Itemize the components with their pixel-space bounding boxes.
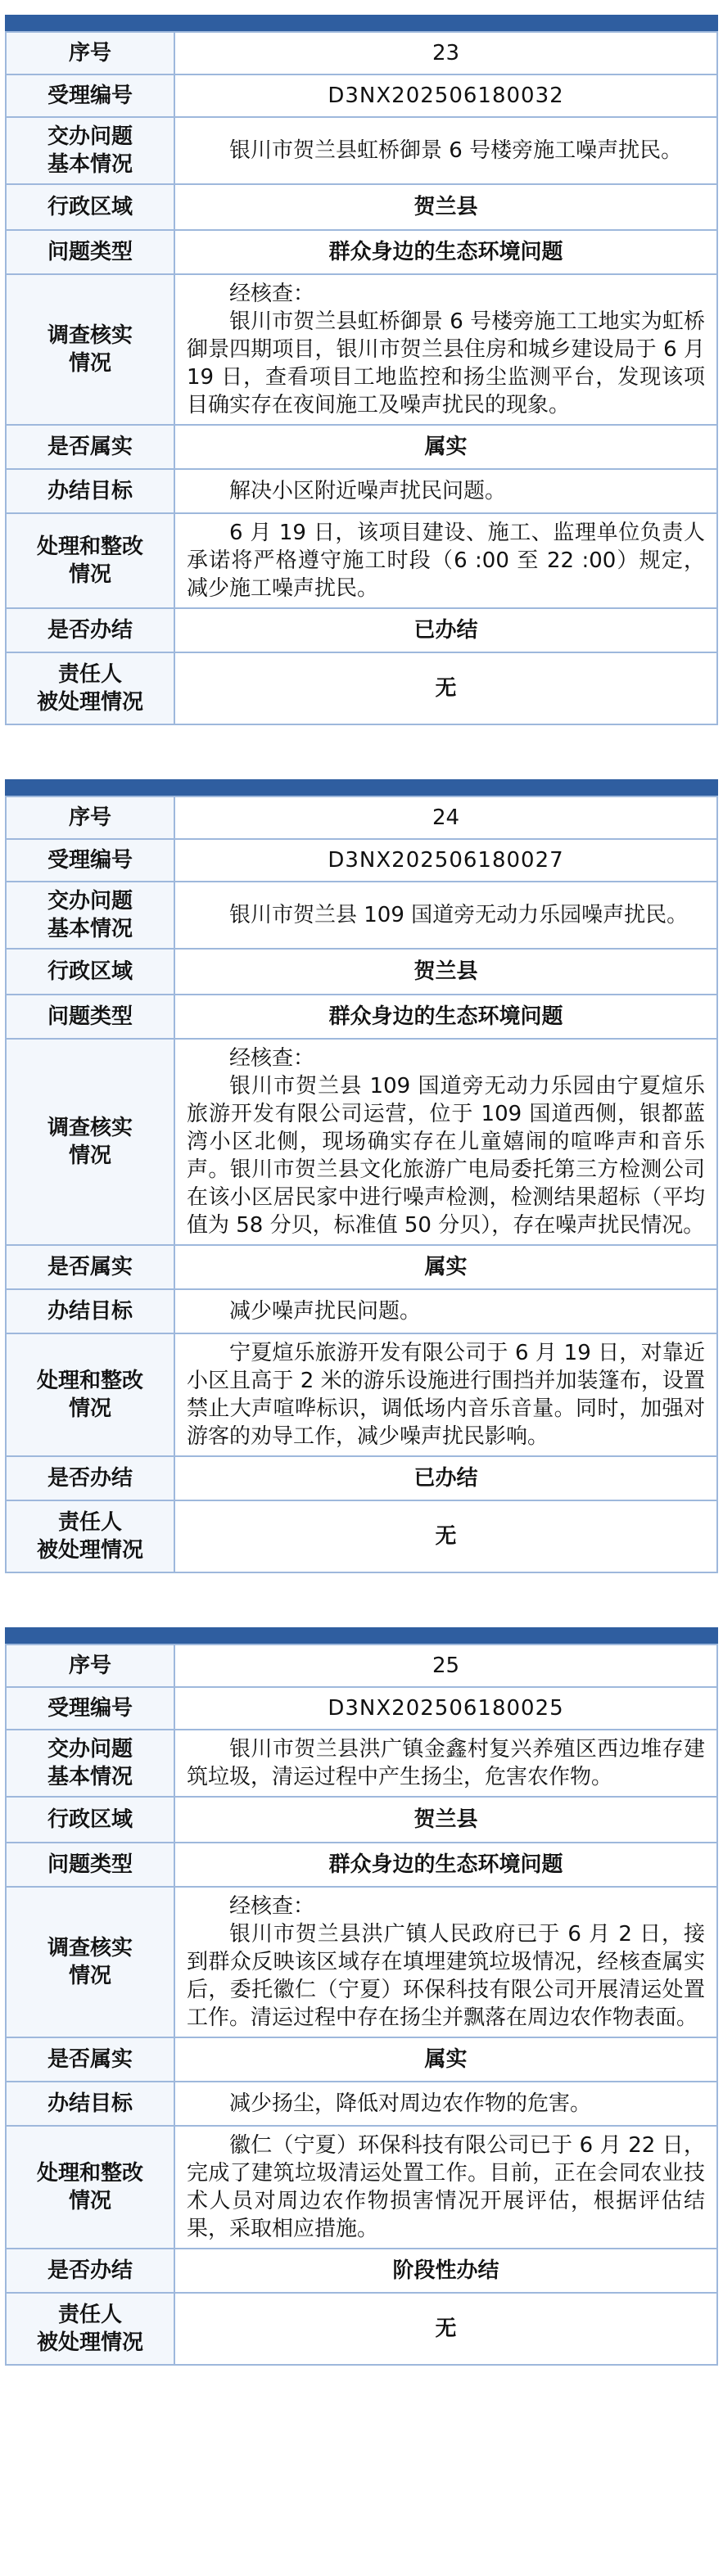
label-investigation: 调查核实 情况 <box>6 274 174 425</box>
row-investigation <box>6 274 717 425</box>
record-card <box>5 779 718 1573</box>
row-problem-type <box>6 995 717 1039</box>
card-spacer <box>0 725 723 779</box>
value-responsible: 无 <box>174 2293 717 2365</box>
card-spacer <box>0 2366 723 2379</box>
label-admin-area: 行政区域 <box>6 1797 174 1843</box>
label-seq: 序号 <box>6 32 174 74</box>
value-admin-area: 贺兰县 <box>174 184 717 230</box>
row-is-closed <box>6 608 717 652</box>
record-table <box>5 31 718 725</box>
rectification-text: 宁夏煊乐旅游开发有限公司于 6 月 19 日，对靠近小区且高于 2 米的游乐设施进行围挡并加装篷布，设置禁止大声喧哗标识，调低场内音乐音量。同时，加强对游客的劝导工作，减少噪声扰民影响。 <box>187 1341 705 1449</box>
investigation-lead: 经核查： <box>229 1046 315 1071</box>
row-goal <box>6 1289 717 1333</box>
value-rectification <box>174 2126 717 2249</box>
goal-text: 解决小区附近噪声扰民问题。 <box>229 479 507 503</box>
row-rectification <box>6 2126 717 2249</box>
value-responsible: 无 <box>174 652 717 724</box>
value-investigation <box>174 1887 717 2037</box>
value-rectification <box>174 513 717 608</box>
value-is-closed: 已办结 <box>174 1456 717 1500</box>
label-problem-type: 问题类型 <box>6 995 174 1039</box>
value-is-closed: 阶段性办结 <box>174 2249 717 2293</box>
row-is-closed <box>6 1456 717 1500</box>
row-goal <box>6 2082 717 2126</box>
value-responsible: 无 <box>174 1500 717 1572</box>
value-accept-no: D3NX202506180032 <box>174 74 717 117</box>
value-seq: 25 <box>174 1644 717 1687</box>
label-is-true: 是否属实 <box>6 2037 174 2082</box>
value-is-true: 属实 <box>174 2037 717 2082</box>
row-is-true <box>6 2037 717 2082</box>
row-goal <box>6 469 717 513</box>
row-admin-area <box>6 184 717 230</box>
card-header-bar <box>5 1627 718 1644</box>
label-is-true: 是否属实 <box>6 425 174 469</box>
value-problem-type: 群众身边的生态环境问题 <box>174 1843 717 1887</box>
card-header-bar <box>5 15 718 31</box>
value-basic-info <box>174 1730 717 1797</box>
label-responsible: 责任人 被处理情况 <box>6 1500 174 1572</box>
row-basic-info <box>6 882 717 949</box>
row-seq <box>6 32 717 74</box>
value-is-true: 属实 <box>174 1245 717 1289</box>
label-seq: 序号 <box>6 796 174 839</box>
row-seq <box>6 796 717 839</box>
row-is-true <box>6 1245 717 1289</box>
value-is-closed: 已办结 <box>174 608 717 652</box>
value-admin-area: 贺兰县 <box>174 1797 717 1843</box>
card-spacer <box>0 1573 723 1627</box>
row-admin-area <box>6 949 717 995</box>
row-rectification <box>6 1333 717 1456</box>
row-responsible <box>6 2293 717 2365</box>
record-card <box>5 15 718 725</box>
value-goal <box>174 1289 717 1333</box>
value-goal <box>174 469 717 513</box>
row-responsible <box>6 652 717 724</box>
value-goal <box>174 2082 717 2126</box>
row-problem-type <box>6 230 717 274</box>
value-investigation <box>174 274 717 425</box>
label-admin-area: 行政区域 <box>6 949 174 995</box>
value-accept-no: D3NX202506180025 <box>174 1687 717 1730</box>
label-investigation: 调查核实 情况 <box>6 1887 174 2037</box>
value-basic-info <box>174 117 717 184</box>
label-is-closed: 是否办结 <box>6 1456 174 1500</box>
label-goal: 办结目标 <box>6 2082 174 2126</box>
value-seq: 23 <box>174 32 717 74</box>
row-accept-no <box>6 1687 717 1730</box>
label-rectification: 处理和整改 情况 <box>6 513 174 608</box>
label-responsible: 责任人 被处理情况 <box>6 2293 174 2365</box>
goal-text: 减少噪声扰民问题。 <box>229 1299 422 1324</box>
label-goal: 办结目标 <box>6 1289 174 1333</box>
label-basic-info: 交办问题 基本情况 <box>6 1730 174 1797</box>
card-header-bar <box>5 779 718 796</box>
value-rectification <box>174 1333 717 1456</box>
value-accept-no: D3NX202506180027 <box>174 839 717 882</box>
label-problem-type: 问题类型 <box>6 1843 174 1887</box>
row-is-true <box>6 425 717 469</box>
value-investigation <box>174 1039 717 1245</box>
basic-info-text: 银川市贺兰县虹桥御景 6 号楼旁施工噪声扰民。 <box>229 138 683 163</box>
label-accept-no: 受理编号 <box>6 839 174 882</box>
row-basic-info <box>6 1730 717 1797</box>
value-admin-area: 贺兰县 <box>174 949 717 995</box>
row-rectification <box>6 513 717 608</box>
label-admin-area: 行政区域 <box>6 184 174 230</box>
investigation-text: 银川市贺兰县洪广镇人民政府已于 6 月 2 日，接到群众反映该区域存在填埋建筑垃圾情况，经核查属实后，委托徽仁（宁夏）环保科技有限公司开展清运处置工作。清运过程中存在扬尘并飘落在周边农作物表面。 <box>187 1922 705 2030</box>
row-seq <box>6 1644 717 1687</box>
label-is-true: 是否属实 <box>6 1245 174 1289</box>
value-seq: 24 <box>174 796 717 839</box>
value-problem-type: 群众身边的生态环境问题 <box>174 230 717 274</box>
row-problem-type <box>6 1843 717 1887</box>
record-table <box>5 796 718 1573</box>
label-rectification: 处理和整改 情况 <box>6 1333 174 1456</box>
row-investigation <box>6 1039 717 1245</box>
row-accept-no <box>6 74 717 117</box>
rectification-text: 6 月 19 日，该项目建设、施工、监理单位负责人承诺将严格遵守施工时段（6 :00 至 22 :00）规定，减少施工噪声扰民。 <box>187 521 705 601</box>
value-problem-type: 群众身边的生态环境问题 <box>174 995 717 1039</box>
label-rectification: 处理和整改 情况 <box>6 2126 174 2249</box>
value-is-true: 属实 <box>174 425 717 469</box>
label-seq: 序号 <box>6 1644 174 1687</box>
label-basic-info: 交办问题 基本情况 <box>6 117 174 184</box>
label-goal: 办结目标 <box>6 469 174 513</box>
label-is-closed: 是否办结 <box>6 2249 174 2293</box>
investigation-text: 银川市贺兰县 109 国道旁无动力乐园由宁夏煊乐旅游开发有限公司运营，位于 109 国道西侧，银都蓝湾小区北侧，现场确实存在儿童嬉闹的喧哗声和音乐声。银川市贺兰县文化旅游广电局委托第三方检测公司在该小区居民家中进行噪声检测，检测结果超标（平均值为 58 分贝，标准值 50 分贝），存在噪声扰民情况。 <box>187 1074 705 1238</box>
label-basic-info: 交办问题 基本情况 <box>6 882 174 949</box>
label-is-closed: 是否办结 <box>6 608 174 652</box>
rectification-text: 徽仁（宁夏）环保科技有限公司已于 6 月 22 日，完成了建筑垃圾清运处置工作。目前，正在会同农业技术人员对周边农作物损害情况开展评估，根据评估结果，采取相应措施。 <box>187 2133 705 2241</box>
investigation-lead: 经核查： <box>229 1894 315 1919</box>
value-basic-info <box>174 882 717 949</box>
investigation-lead: 经核查： <box>229 282 315 306</box>
row-investigation <box>6 1887 717 2037</box>
label-investigation: 调查核实 情况 <box>6 1039 174 1245</box>
record-table <box>5 1644 718 2366</box>
basic-info-text: 银川市贺兰县 109 国道旁无动力乐园噪声扰民。 <box>229 903 689 927</box>
row-responsible <box>6 1500 717 1572</box>
label-problem-type: 问题类型 <box>6 230 174 274</box>
label-responsible: 责任人 被处理情况 <box>6 652 174 724</box>
goal-text: 减少扬尘，降低对周边农作物的危害。 <box>229 2091 592 2116</box>
row-accept-no <box>6 839 717 882</box>
record-card <box>5 1627 718 2366</box>
label-accept-no: 受理编号 <box>6 74 174 117</box>
row-is-closed <box>6 2249 717 2293</box>
row-basic-info <box>6 117 717 184</box>
row-admin-area <box>6 1797 717 1843</box>
label-accept-no: 受理编号 <box>6 1687 174 1730</box>
investigation-text: 银川市贺兰县虹桥御景 6 号楼旁施工工地实为虹桥御景四期项目，银川市贺兰县住房和城乡建设局于 6 月 19 日，查看项目工地监控和扬尘监测平台，发现该项目确实存在夜间施工及噪声扰民的现象。 <box>187 309 705 417</box>
basic-info-text: 银川市贺兰县洪广镇金鑫村复兴养殖区西边堆存建筑垃圾，清运过程中产生扬尘，危害农作物。 <box>187 1737 705 1789</box>
